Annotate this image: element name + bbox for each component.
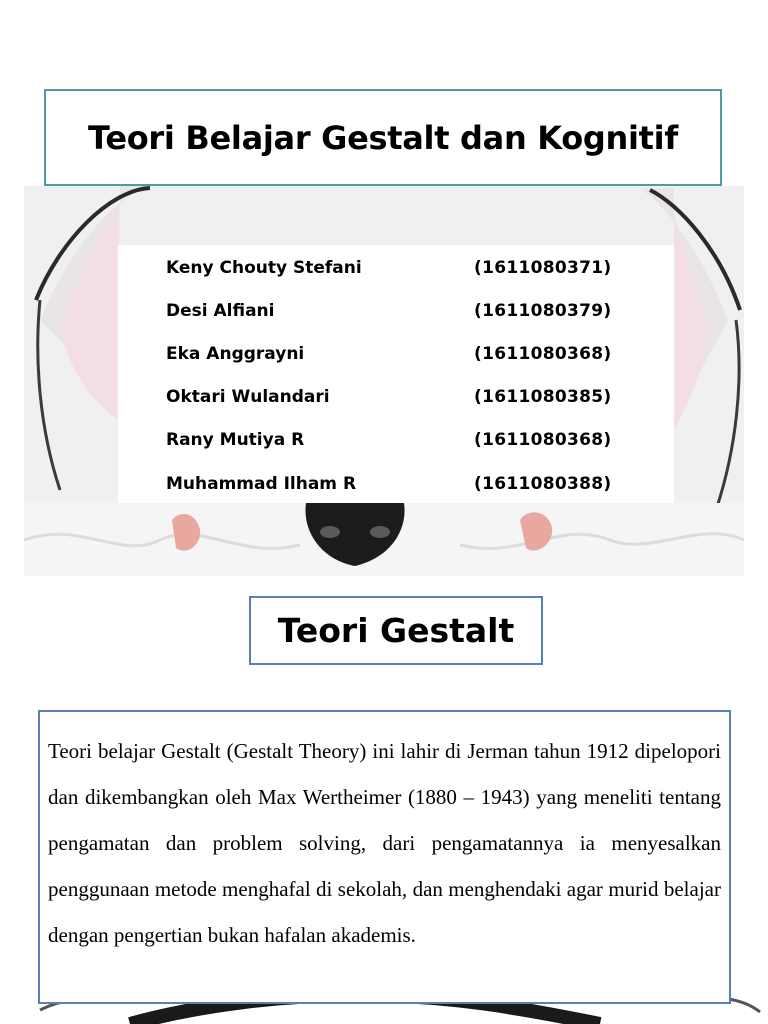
member-row (118, 430, 674, 454)
paragraph-box (38, 710, 731, 1004)
member-name: Rany Mutiya R (166, 430, 305, 450)
member-id: (1611080371) (474, 258, 612, 278)
member-row (118, 301, 674, 325)
member-id: (1611080368) (474, 344, 612, 364)
paragraph-text: Teori belajar Gestalt (Gestalt Theory) ini lahir di Jerman tahun 1912 dipelopori dan dikembangkan oleh Max Wertheimer (1880 – 1943) yang meneliti tentang pengamatan dan problem solving, dari pengamatannya ia menyesalkan penggunaan metode menghafal di sekolah, dan menghendaki agar murid belajar dengan pengertian bukan hafalan akademis. (48, 739, 721, 947)
slide-title: Teori Belajar Gestalt dan Kognitif (88, 118, 678, 157)
member-id: (1611080388) (474, 474, 612, 494)
member-name: Desi Alfiani (166, 301, 275, 321)
member-list (118, 245, 674, 503)
title-box (44, 89, 722, 186)
member-id: (1611080379) (474, 301, 612, 321)
member-name: Muhammad Ilham R (166, 474, 357, 494)
section-heading: Teori Gestalt (277, 611, 515, 650)
member-row (118, 344, 674, 368)
member-name: Keny Chouty Stefani (166, 258, 362, 278)
member-id: (1611080368) (474, 430, 612, 450)
section-heading-box (249, 596, 543, 665)
member-id: (1611080385) (474, 387, 612, 407)
member-row (118, 258, 674, 282)
member-row (118, 387, 674, 411)
member-name: Eka Anggrayni (166, 344, 305, 364)
member-row (118, 474, 674, 498)
member-name: Oktari Wulandari (166, 387, 330, 407)
